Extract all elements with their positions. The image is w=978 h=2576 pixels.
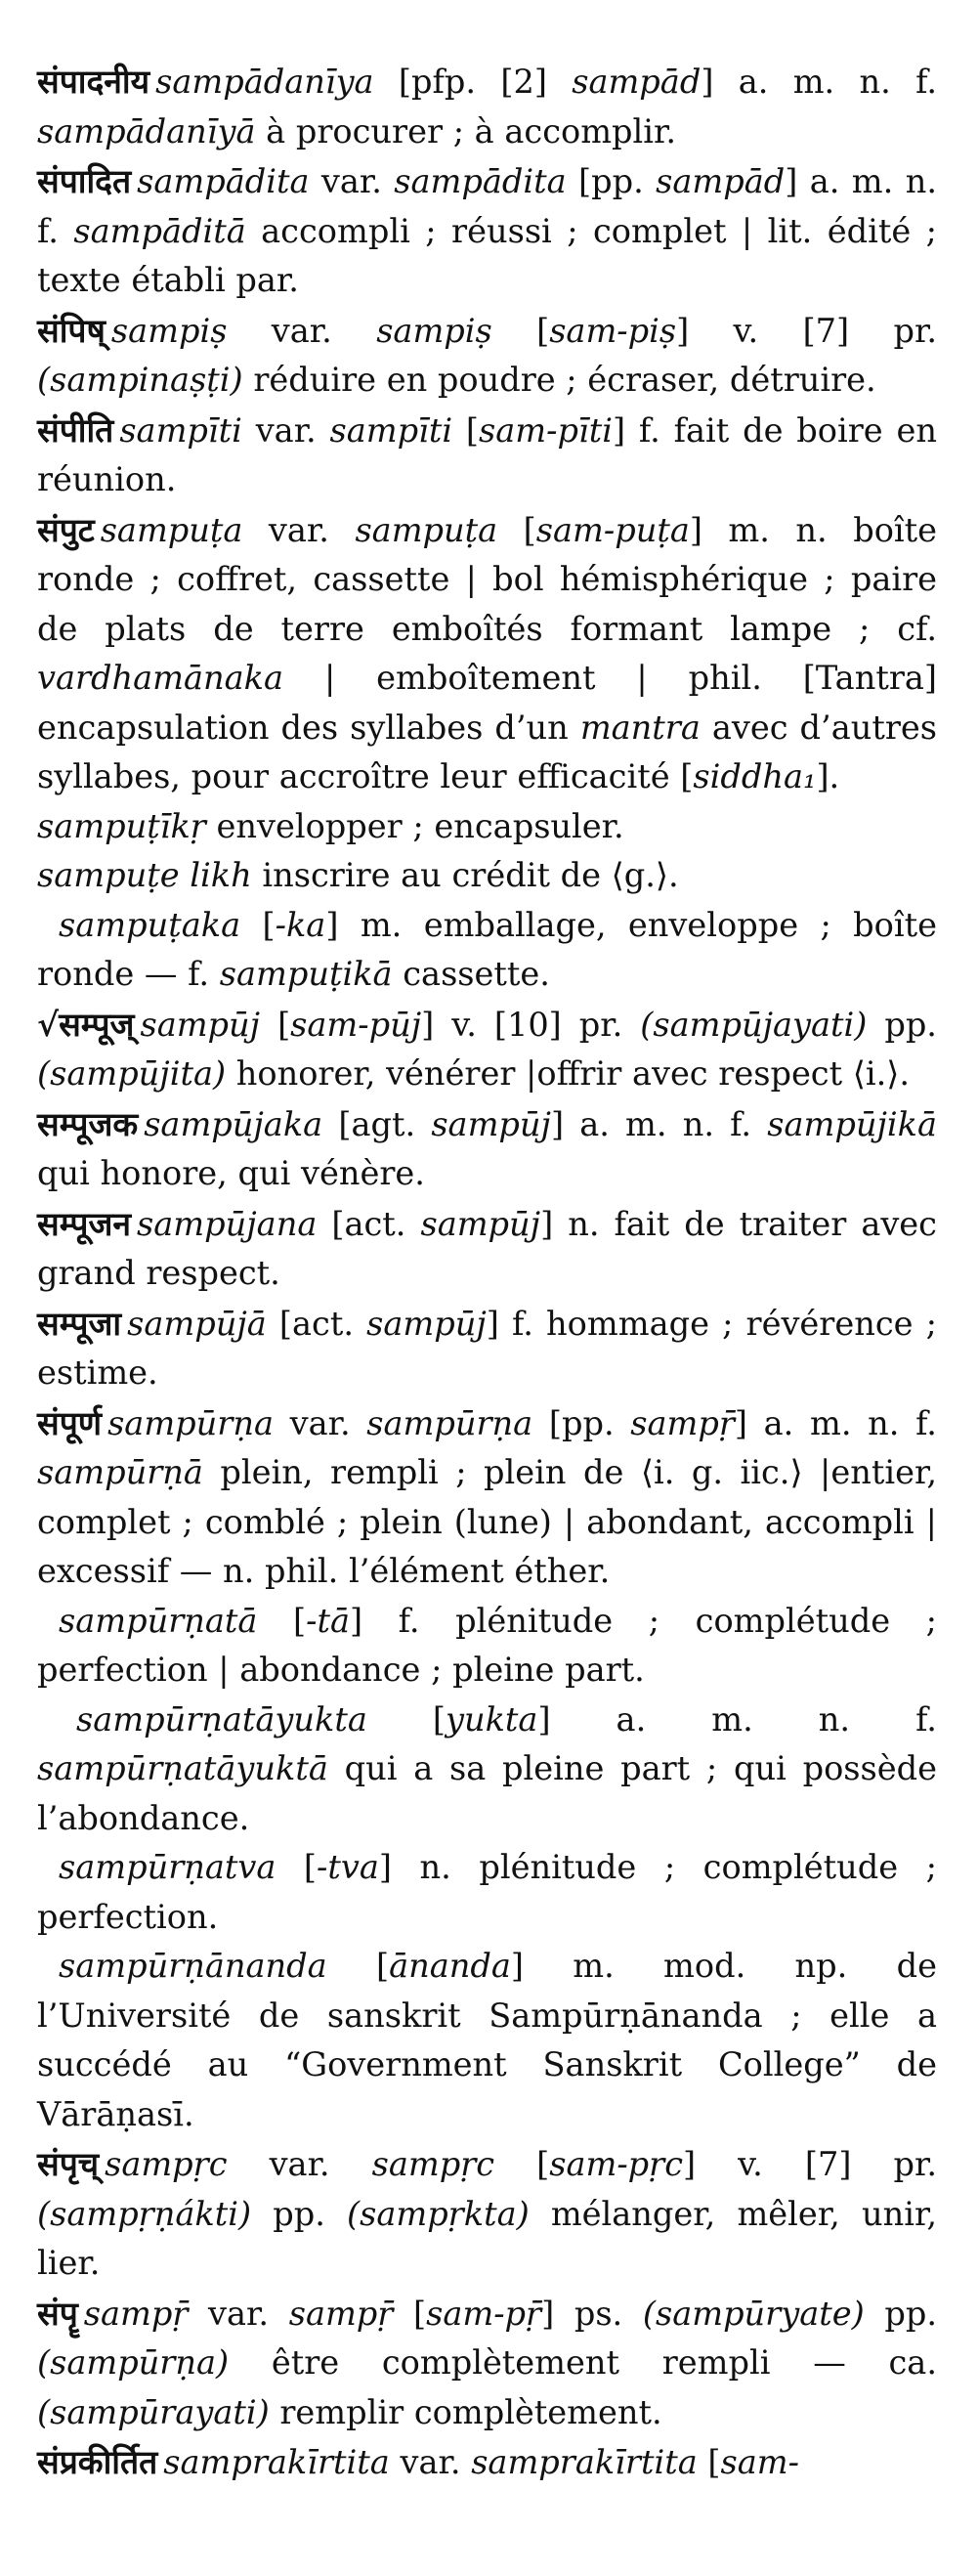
- devanagari-headword: संपादित: [37, 161, 132, 200]
- italic-text: samprakīrtita: [471, 2443, 698, 2481]
- entry-text: cassette.: [392, 955, 550, 993]
- devanagari-headword: संपुट: [37, 509, 95, 549]
- italic-text: sampūj: [366, 1304, 487, 1343]
- dictionary-entry: [37, 2139, 937, 2289]
- dictionary-entry: [37, 1299, 937, 1398]
- dictionary-entry: [37, 1398, 937, 1597]
- italic-text: sampīti: [329, 410, 453, 450]
- entry-list: [37, 57, 937, 2488]
- italic-text: (sampūrayati): [37, 2392, 270, 2431]
- italic-text: sampūjaka: [144, 1104, 323, 1143]
- italic-text: sampuṭīkṛ: [37, 806, 206, 845]
- italic-text: sampṛc: [105, 2145, 228, 2183]
- entry-text: var.: [309, 162, 395, 200]
- dictionary-entry: [37, 2289, 937, 2438]
- entry-text: [pp.: [566, 162, 657, 200]
- entry-text: [: [494, 2145, 550, 2183]
- entry-text: ] f. plénitude ; complétude ; perfection | abondance ; pleine part.: [37, 1601, 937, 1689]
- italic-text: sampūrṇatā: [59, 1601, 258, 1640]
- entry-text: pp.: [864, 2294, 938, 2333]
- entry-text: ] f. fait de boire en réunion.: [37, 410, 937, 498]
- italic-text: sampuṭe likh: [37, 856, 252, 894]
- italic-text: sampūjana: [137, 1204, 318, 1243]
- entry-text: var.: [241, 410, 330, 450]
- dictionary-entry: [37, 1696, 937, 1844]
- italic-text: sam-pūj: [290, 1005, 422, 1044]
- italic-text: sampīti: [119, 410, 242, 450]
- italic-text: (sampūrṇa): [37, 2343, 230, 2382]
- dictionary-entry: [37, 156, 937, 306]
- dictionary-entry: [37, 851, 937, 901]
- entry-text: inscrire au crédit de ⟨g.⟩.: [251, 856, 679, 894]
- entry-text: var.: [188, 2294, 289, 2333]
- devanagari-headword: संपीति: [37, 409, 114, 450]
- italic-text: samprakīrtita: [163, 2443, 390, 2481]
- entry-text: ] a. m. n. f.: [701, 63, 937, 101]
- italic-text: (sampūryate): [642, 2294, 865, 2333]
- entry-text: ] a. m. n. f.: [550, 1104, 768, 1143]
- entry-text: [: [697, 2443, 721, 2481]
- entry-text: être complètement rempli — ca.: [229, 2343, 937, 2382]
- entry-text: ].: [816, 757, 840, 795]
- entry-text: [pfp. [2]: [373, 63, 573, 101]
- italic-text: sampūrṇatāyuktā: [37, 1749, 328, 1787]
- italic-text: sampuṭaka: [59, 905, 241, 944]
- dictionary-entry: [37, 901, 937, 1000]
- dictionary-entry: [37, 1942, 937, 2139]
- entry-text: var.: [389, 2443, 472, 2481]
- entry-text: ] f. hommage ; révérence ; estime.: [37, 1304, 937, 1392]
- italic-text: sampūrṇa: [366, 1403, 533, 1442]
- italic-text: sampiṣ: [110, 311, 228, 350]
- italic-text: sampūjikā: [767, 1104, 937, 1143]
- entry-text: ] m. mod. np. de l’Université de sanskrit Sampūrṇānanda ; elle a succédé au “Government Sanskrit College” de Vārāṇasī.: [37, 1947, 937, 2133]
- italic-text: sam-piṣ: [549, 311, 677, 350]
- italic-text: sampādita: [137, 162, 310, 200]
- italic-text: sam-: [720, 2443, 799, 2481]
- italic-text: sam-pṝ: [426, 2294, 542, 2333]
- italic-text: sampādanīyā: [37, 111, 256, 150]
- italic-text: sampādita: [394, 162, 567, 200]
- italic-text: (sampṛṇákti): [37, 2194, 252, 2233]
- dictionary-entry: [37, 1099, 937, 1199]
- entry-text: ] m. n. boîte ronde ; coffret, cassette | bol hémisphérique ; paire de plats de terre emboîtés formant lampe ; cf.: [37, 510, 938, 648]
- dictionary-entry: [37, 2437, 937, 2488]
- italic-text: (sampinaṣṭi): [37, 361, 243, 399]
- dictionary-entry: [37, 57, 937, 156]
- dictionary-entry: [37, 1843, 937, 1942]
- italic-text: -tva: [317, 1848, 379, 1886]
- italic-text: siddha₁: [693, 757, 817, 795]
- entry-text: [act.: [266, 1304, 367, 1343]
- entry-text: [: [240, 905, 276, 944]
- entry-text: accompli ; réussi ; complet | lit. édité ; texte établi par.: [37, 211, 937, 299]
- devanagari-headword: संपृच्: [37, 2144, 100, 2183]
- entry-text: pp.: [867, 1005, 937, 1044]
- entry-text: ] m. emballage, enveloppe ; boîte ronde — f.: [37, 905, 937, 993]
- entry-text: ] ps.: [541, 2294, 643, 2333]
- entry-text: qui honore, qui vénère.: [37, 1154, 425, 1192]
- entry-text: mélanger, mêler, unir, lier.: [37, 2194, 937, 2282]
- italic-text: sampṛc: [371, 2145, 495, 2183]
- italic-text: sampādanīya: [155, 63, 374, 101]
- devanagari-headword: संप्रकीर्तित: [37, 2442, 158, 2481]
- devanagari-headword: सम्पूजा: [37, 1303, 122, 1343]
- entry-text: ] a. m. n. f.: [734, 1403, 937, 1442]
- italic-text: sampūjā: [127, 1304, 267, 1343]
- entry-text: var.: [227, 2145, 372, 2183]
- entry-text: var.: [273, 1403, 367, 1442]
- entry-text: [: [393, 2294, 427, 2333]
- italic-text: sampuṭa: [355, 510, 498, 549]
- entry-text: [act.: [317, 1204, 421, 1243]
- italic-text: ānanda: [389, 1947, 511, 1985]
- entry-text: ] n. plénitude ; complétude ; perfection.: [37, 1848, 937, 1936]
- entry-text: remplir complètement.: [269, 2392, 662, 2431]
- italic-text: sampūrṇatva: [59, 1848, 276, 1886]
- entry-text: ] a. m. n. f.: [537, 1699, 937, 1739]
- dictionary-entry: [37, 505, 937, 802]
- italic-text: mantra: [579, 708, 701, 747]
- dictionary-entry: [37, 802, 937, 852]
- entry-text: [: [491, 311, 550, 350]
- italic-text: sampūj: [420, 1204, 541, 1243]
- italic-text: sampṝ: [630, 1403, 735, 1442]
- entry-text: qui a sa pleine part ; qui possède l’abondance.: [37, 1749, 937, 1837]
- entry-text: [agt.: [322, 1104, 432, 1143]
- entry-text: plein, rempli ; plein de ⟨i. g. iic.⟩ |entier, complet ; comblé ; plein (lune) | abondant, accompli | excessif — n. phil. l’élément éther.: [37, 1453, 937, 1590]
- entry-text: ] v. [7] pr.: [676, 311, 938, 350]
- dictionary-entry: [37, 1199, 937, 1299]
- italic-text: (sampūjita): [37, 1054, 227, 1093]
- devanagari-headword: संपूर्ण: [37, 1402, 103, 1442]
- italic-text: sampūrṇā: [37, 1453, 203, 1491]
- entry-text: [: [452, 410, 480, 450]
- devanagari-headword: संपादनीय: [37, 62, 150, 101]
- italic-text: sampūrṇatāyukta: [76, 1699, 367, 1739]
- italic-text: (sampṛkta): [347, 2194, 530, 2233]
- italic-text: -tā: [306, 1601, 350, 1640]
- italic-text: sampūrṇa: [107, 1403, 274, 1442]
- italic-text: sampiṣ: [376, 311, 492, 350]
- italic-text: sampuṭikā: [219, 955, 393, 993]
- entry-text: avec d’autres syllabes, pour accroître leur efficacité [: [37, 708, 937, 795]
- entry-text: [: [276, 1848, 318, 1886]
- entry-text: pp.: [251, 2194, 347, 2233]
- italic-text: sampṝ: [288, 2294, 394, 2333]
- entry-text: ] n. fait de traiter avec grand respect.: [37, 1204, 937, 1292]
- italic-text: sampṝ: [83, 2294, 189, 2333]
- entry-text: réduire en poudre ; écraser, détruire.: [242, 361, 876, 399]
- italic-text: sampāditā: [73, 211, 246, 250]
- devanagari-headword: सम्पूजन: [37, 1203, 132, 1243]
- entry-text: [: [497, 510, 536, 549]
- entry-text: ] v. [7] pr.: [683, 2145, 938, 2183]
- entry-text: à procurer ; à accomplir.: [255, 111, 677, 150]
- italic-text: sam-pīti: [479, 410, 613, 450]
- entry-text: | emboîtement | phil. [Tantra] encapsulation des syllabes d’un: [37, 659, 937, 747]
- devanagari-headword: सम्पूजक: [37, 1103, 139, 1143]
- dictionary-entry: [37, 406, 937, 505]
- italic-text: vardhamānaka: [37, 659, 284, 697]
- entry-text: honorer, vénérer |offrir avec respect ⟨i.⟩.: [226, 1054, 911, 1093]
- entry-text: [pp.: [532, 1403, 631, 1442]
- italic-text: sam-pṛc: [549, 2145, 684, 2183]
- entry-text: var.: [227, 311, 377, 350]
- dictionary-entry: [37, 306, 937, 406]
- entry-text: ] v. [10] pr.: [421, 1005, 641, 1044]
- italic-text: sampād: [572, 63, 702, 101]
- italic-text: sam-puṭa: [535, 510, 690, 549]
- italic-text: sampād: [656, 162, 786, 200]
- italic-text: -ka: [275, 905, 326, 944]
- devanagari-headword: संपिष्: [37, 310, 106, 350]
- entry-text: [: [366, 1699, 446, 1739]
- entry-text: envelopper ; encapsuler.: [205, 806, 624, 845]
- italic-text: sampūj: [431, 1104, 551, 1143]
- entry-text: var.: [242, 510, 356, 549]
- devanagari-headword: √सम्पूज्: [37, 1004, 135, 1044]
- dictionary-entry: [37, 1597, 937, 1696]
- dictionary-entry: [37, 1000, 937, 1099]
- entry-text: [: [257, 1601, 307, 1640]
- entry-text: [: [326, 1947, 390, 1985]
- italic-text: (sampūjayati): [640, 1005, 868, 1044]
- italic-text: yukta: [445, 1699, 538, 1739]
- italic-text: sampūrṇānanda: [59, 1947, 327, 1985]
- italic-text: sampūj: [140, 1005, 261, 1044]
- italic-text: sampuṭa: [100, 510, 243, 549]
- entry-text: ] a. m. n. f.: [37, 162, 937, 250]
- devanagari-headword: संपॄ: [37, 2293, 78, 2333]
- entry-text: [: [260, 1005, 291, 1044]
